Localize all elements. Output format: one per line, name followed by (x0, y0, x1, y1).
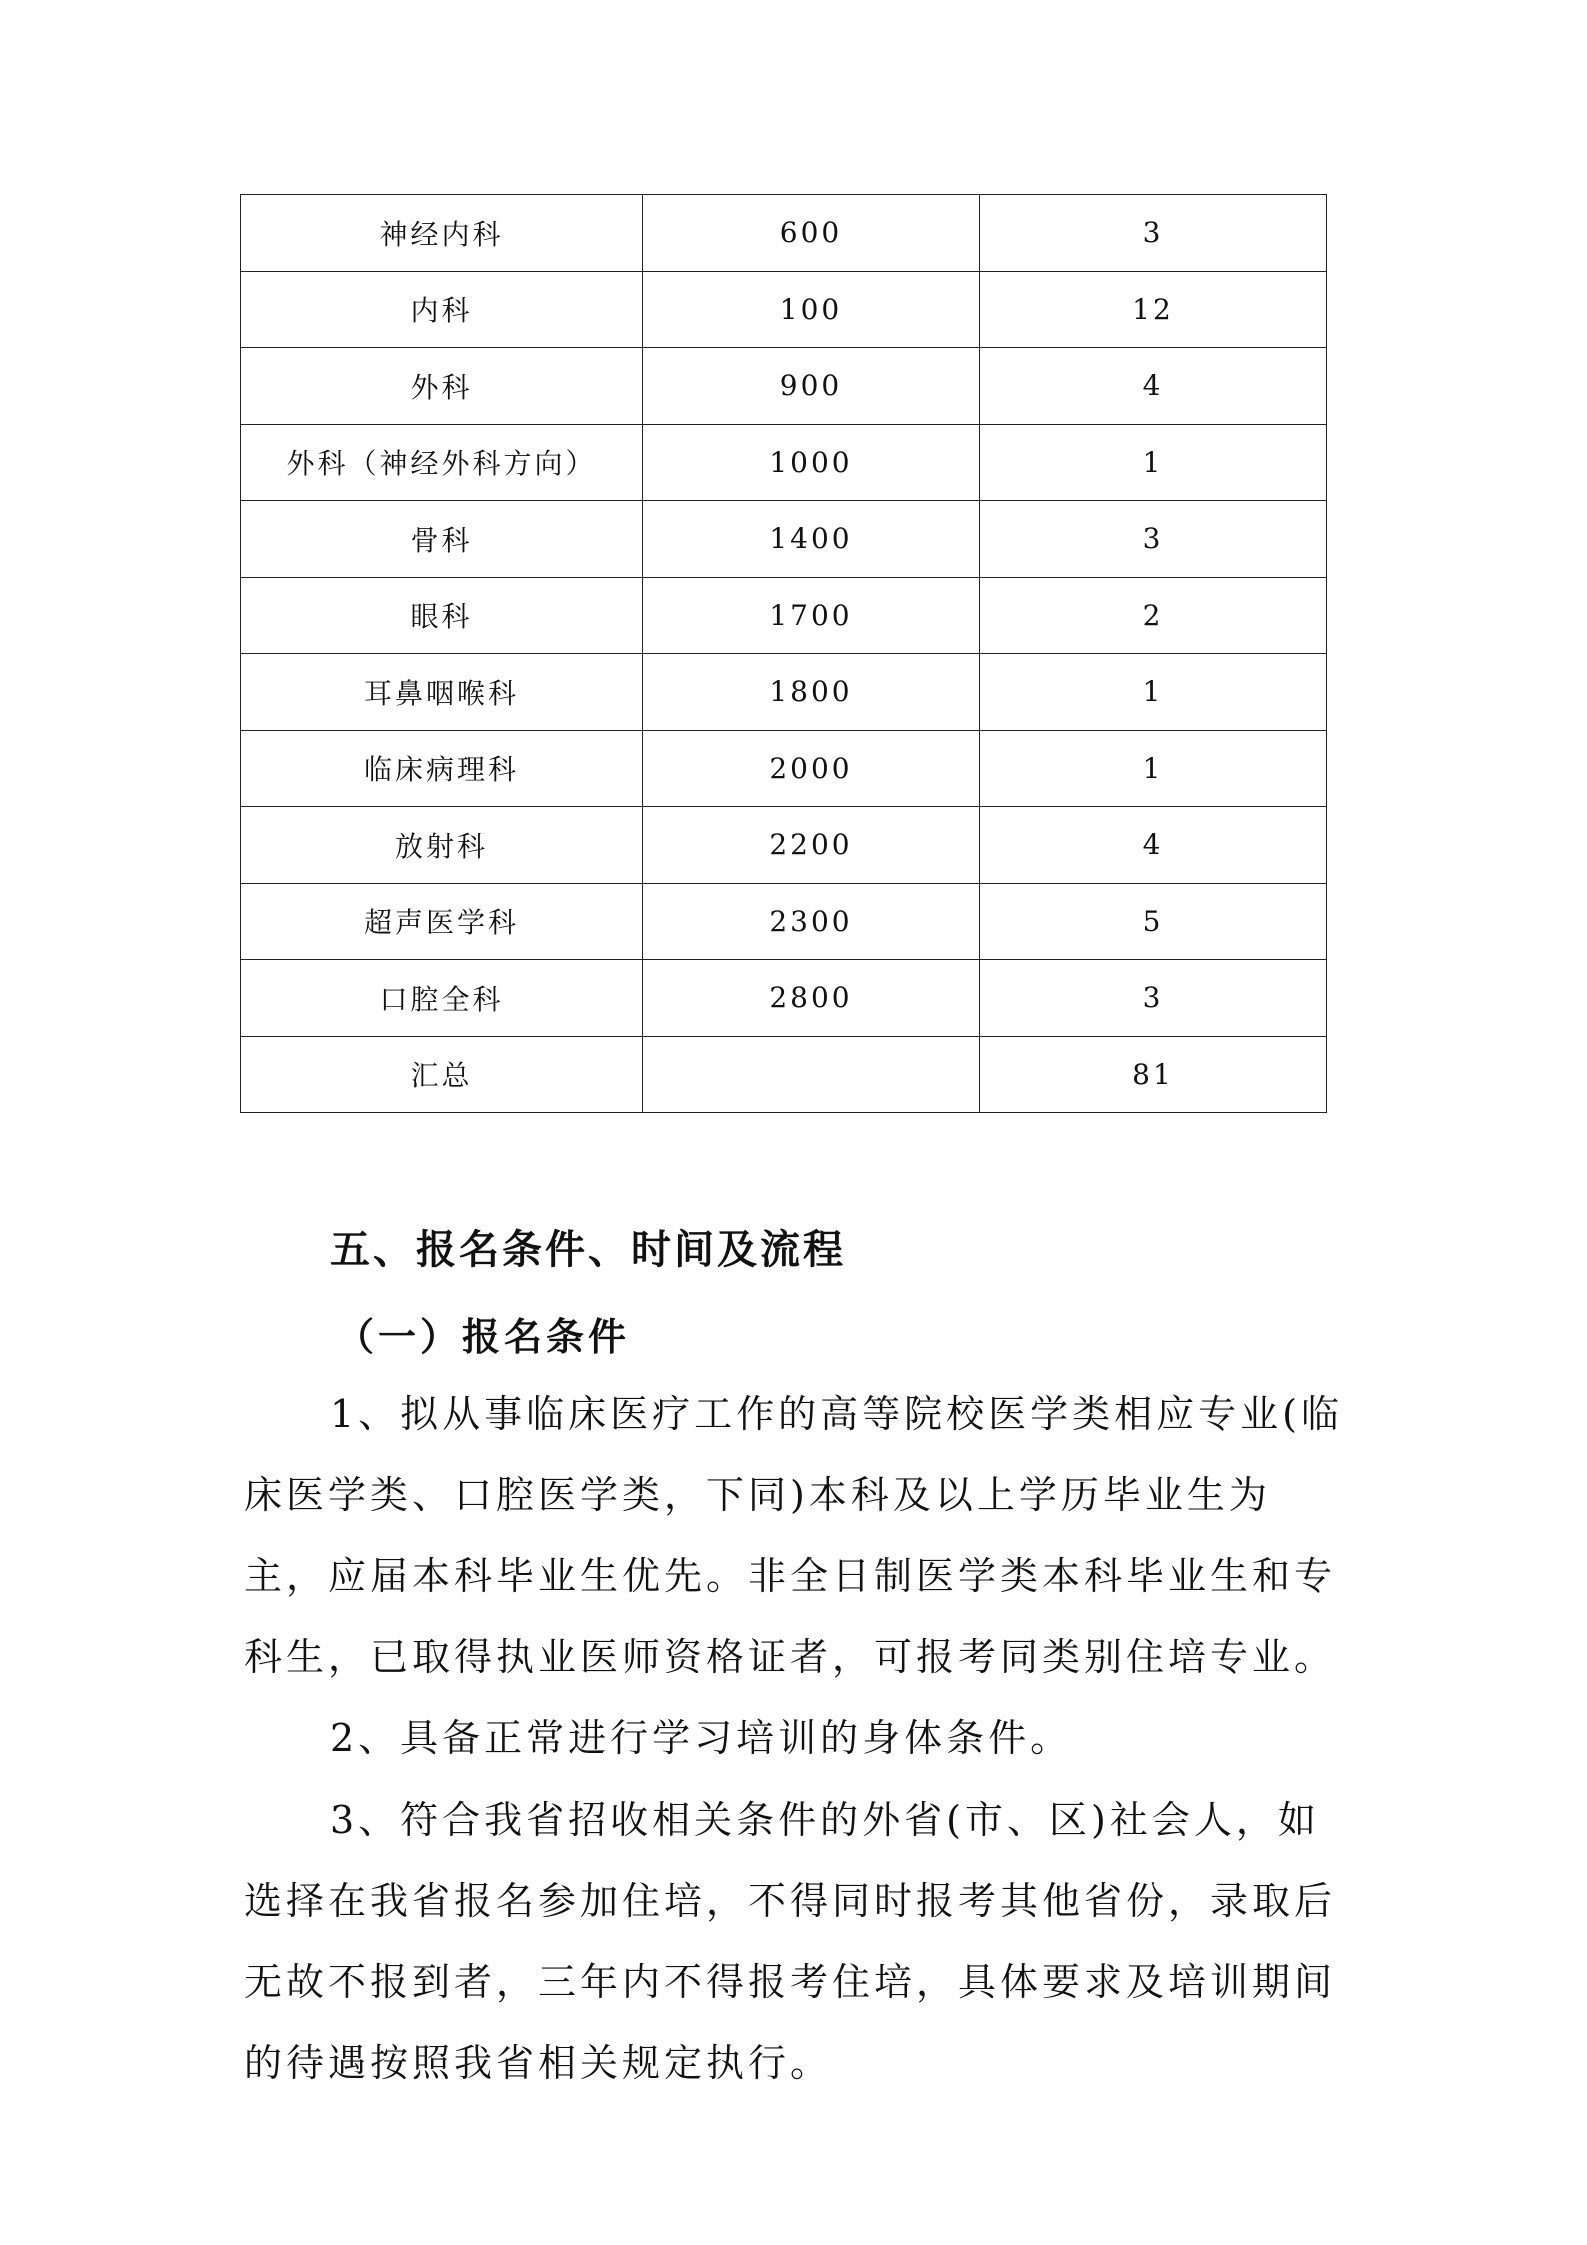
code-cell: 100 (643, 271, 980, 348)
specialty-cell: 眼科 (241, 577, 643, 654)
code-cell: 600 (643, 195, 980, 272)
quota-cell: 12 (980, 271, 1327, 348)
quota-cell: 4 (980, 807, 1327, 884)
code-cell: 1400 (643, 501, 980, 578)
specialty-cell: 放射科 (241, 807, 643, 884)
table-row (241, 577, 1327, 654)
paragraph-condition-3: 3、符合我省招收相关条件的外省(市、区)社会人，如选择在我省报名参加住培，不得同时报考其他省份，录取后无故不报到者，三年内不得报考住培，具体要求及培训期间的待遇按照我省相关规定执行。 (244, 1798, 1337, 2085)
quota-cell: 5 (980, 883, 1327, 960)
code-cell: 1800 (643, 654, 980, 731)
table-row (241, 195, 1327, 272)
code-cell: 2000 (643, 730, 980, 807)
quota-cell: 2 (980, 577, 1327, 654)
code-cell: 2300 (643, 883, 980, 960)
paragraph-condition-2: 2、具备正常进行学习培训的身体条件。 (330, 1716, 1073, 1760)
section-subheading: （一）报名条件 (336, 1315, 631, 1359)
specialty-cell: 临床病理科 (241, 730, 643, 807)
specialty-cell: 骨科 (241, 501, 643, 578)
total-quota-cell: 81 (980, 1036, 1327, 1113)
table-row (241, 730, 1327, 807)
code-cell: 2800 (643, 960, 980, 1037)
total-code-cell (643, 1036, 980, 1113)
total-label-cell: 汇总 (241, 1036, 643, 1113)
quota-cell: 3 (980, 195, 1327, 272)
specialty-cell: 外科（神经外科方向） (241, 424, 643, 501)
code-cell: 900 (643, 348, 980, 425)
section-heading: 五、报名条件、时间及流程 (330, 1227, 846, 1273)
quota-cell: 1 (980, 654, 1327, 731)
quota-cell: 1 (980, 424, 1327, 501)
specialty-cell: 超声医学科 (241, 883, 643, 960)
table-row (241, 654, 1327, 731)
specialty-cell: 内科 (241, 271, 643, 348)
table-row (241, 960, 1327, 1037)
quota-cell: 4 (980, 348, 1327, 425)
specialty-cell: 外科 (241, 348, 643, 425)
code-cell: 2200 (643, 807, 980, 884)
specialty-cell: 神经内科 (241, 195, 643, 272)
table-row (241, 271, 1327, 348)
specialty-cell: 耳鼻咽喉科 (241, 654, 643, 731)
code-cell: 1700 (643, 577, 980, 654)
table-body (241, 195, 1327, 1113)
quota-cell: 1 (980, 730, 1327, 807)
quota-cell: 3 (980, 501, 1327, 578)
quota-cell: 3 (980, 960, 1327, 1037)
code-cell: 1000 (643, 424, 980, 501)
table-row (241, 501, 1327, 578)
specialty-cell: 口腔全科 (241, 960, 643, 1037)
table-total-row (241, 1036, 1327, 1113)
table-row (241, 883, 1327, 960)
table-row (241, 348, 1327, 425)
paragraph-condition-1: 1、拟从事临床医疗工作的高等院校医学类相应专业(临床医学类、口腔医学类，下同)本科及以上学历毕业生为主，应届本科毕业生优先。非全日制医学类本科毕业生和专科生，已取得执业医师资格证者，可报考同类别住培专业。 (244, 1392, 1344, 1679)
table-row (241, 424, 1327, 501)
specialty-quota-table (240, 194, 1327, 1113)
table-row (241, 807, 1327, 884)
